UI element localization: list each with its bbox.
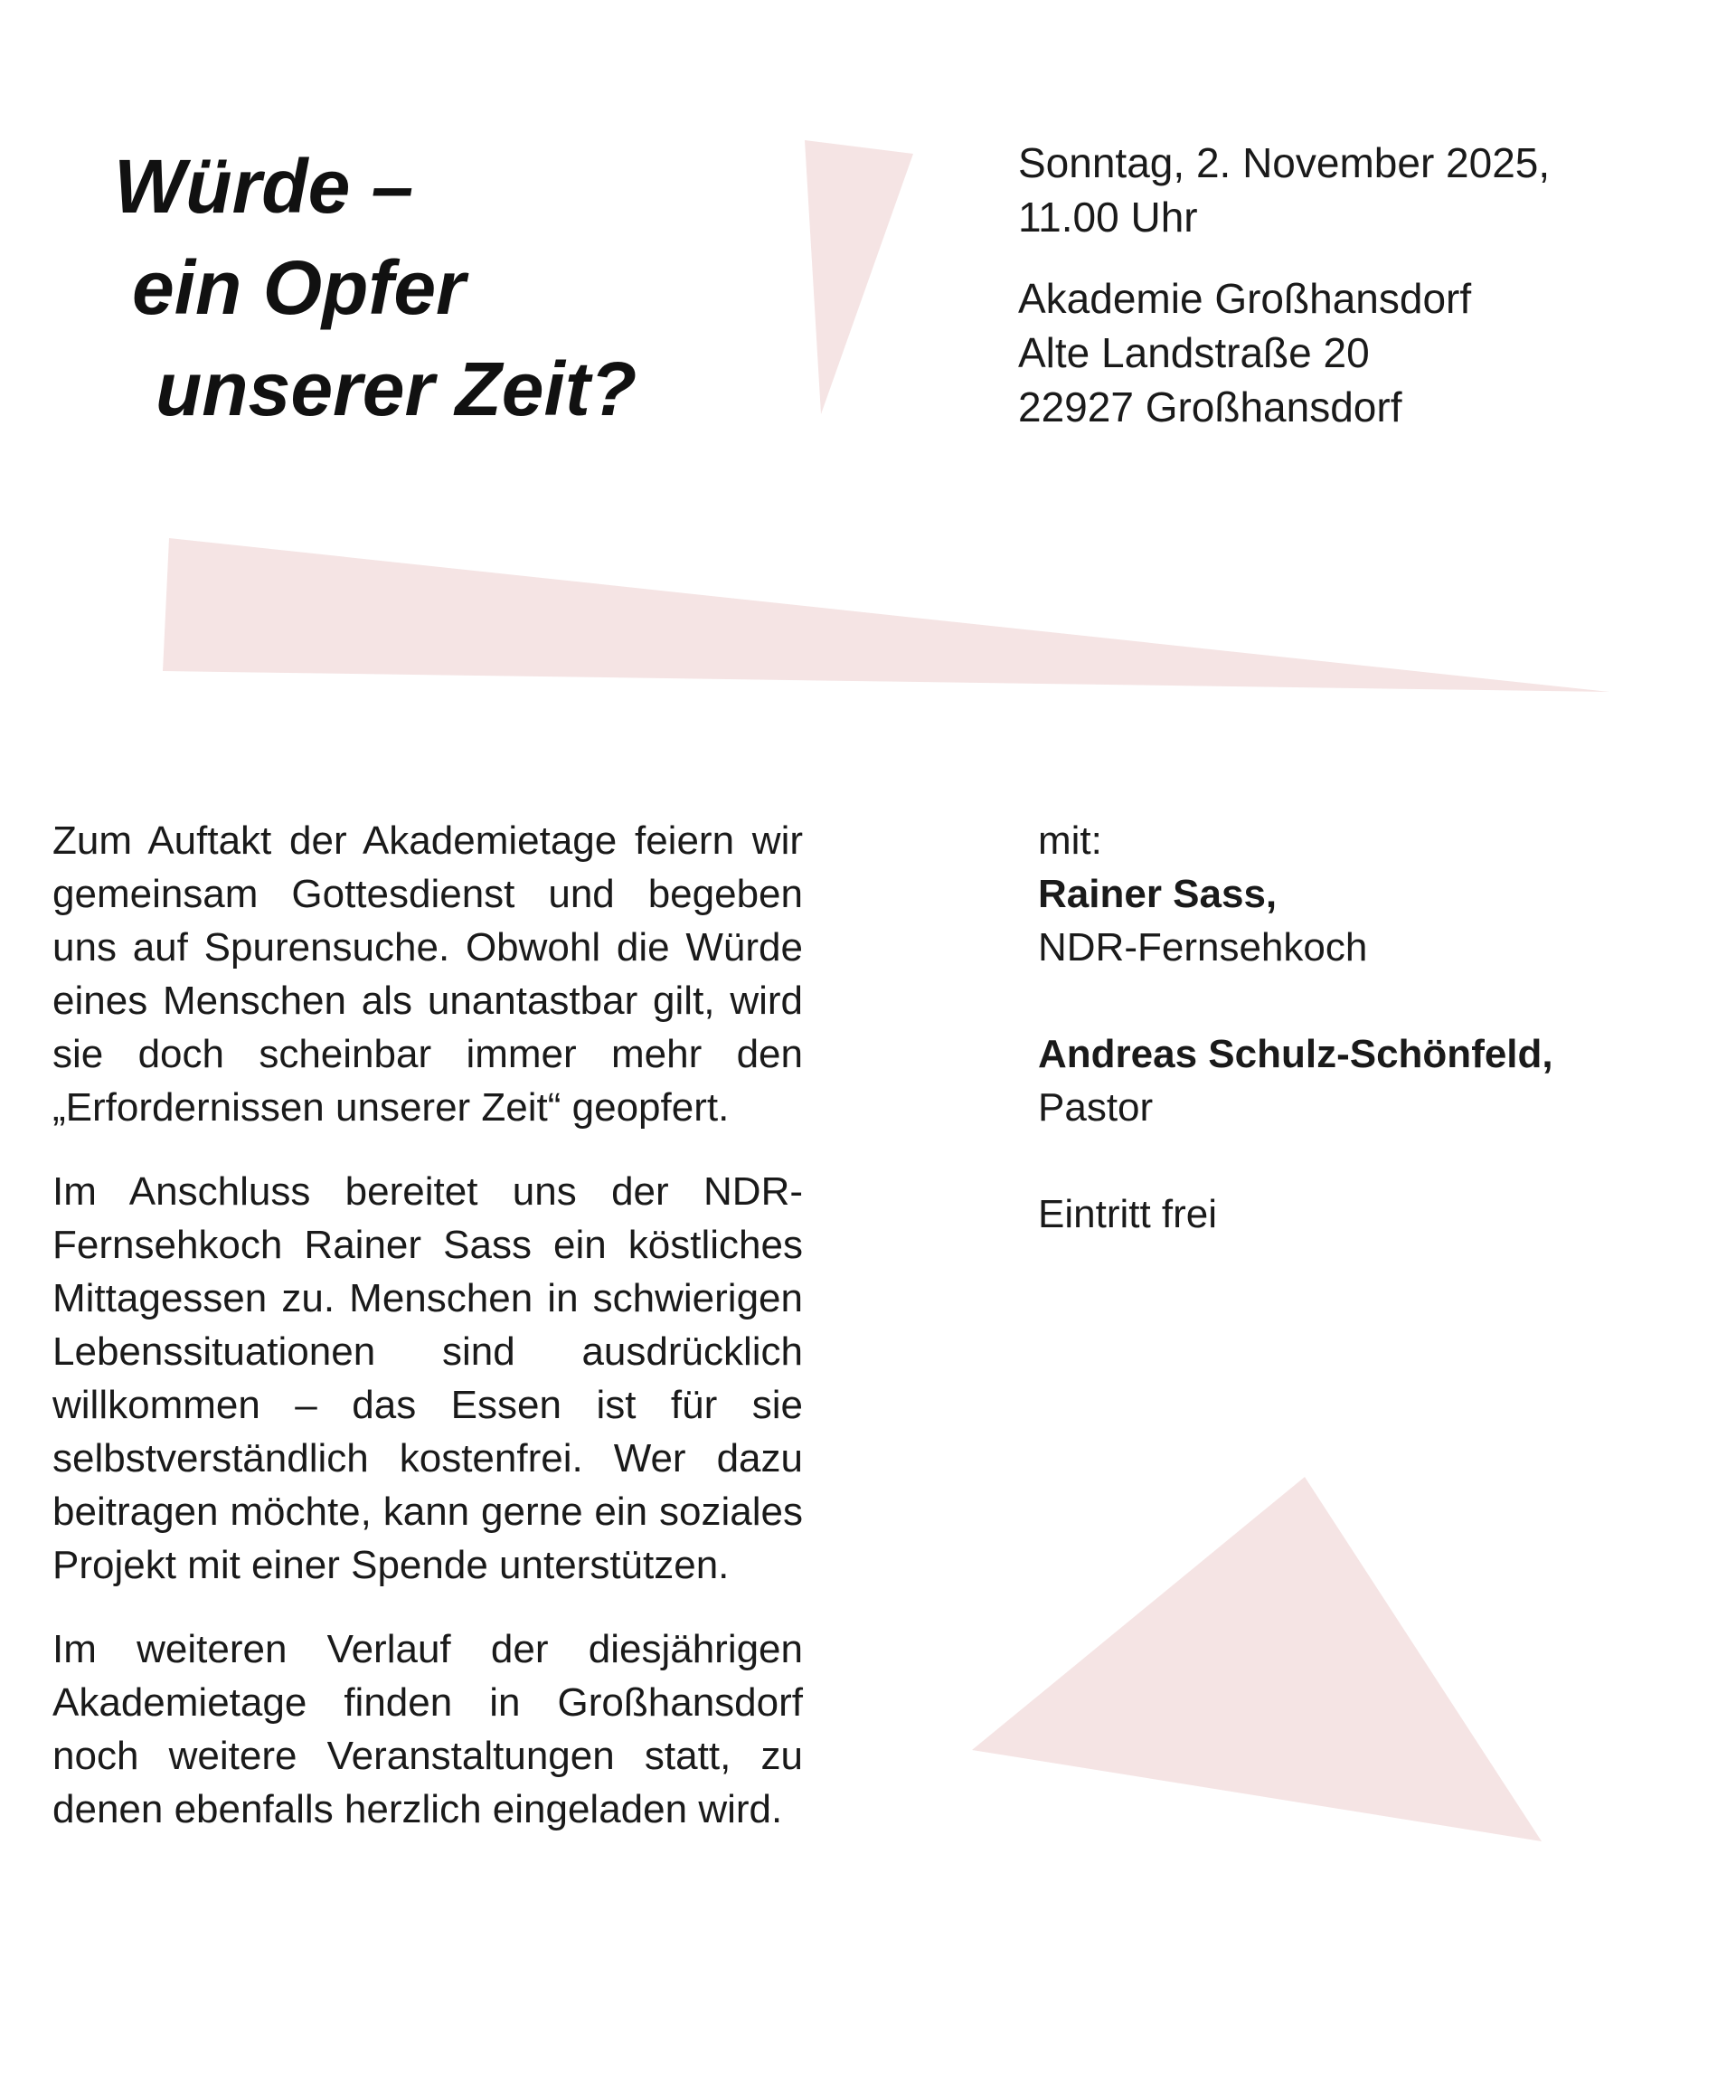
event-venue: Akademie Großhansdorf: [1018, 275, 1472, 322]
event-street: Alte Landstraße 20: [1018, 329, 1370, 376]
body-text: [52, 814, 803, 1867]
speakers-info: [1038, 814, 1553, 1241]
event-time: 11.00 Uhr: [1018, 194, 1198, 241]
speaker-1-role: NDR-Fernsehkoch: [1038, 925, 1368, 970]
title-line-2: ein Opfer: [132, 245, 466, 330]
title-line-3: unserer Zeit?: [156, 346, 637, 431]
admission-note: Eintritt frei: [1038, 1192, 1218, 1236]
body-paragraph-3: Im weiteren Verlauf der diesjährigen Akademietage finden in Großhansdorf noch weitere Veranstaltungen statt, zu denen ebenfalls herzlich eingeladen wird.: [52, 1627, 803, 1831]
event-city: 22927 Großhansdorf: [1018, 383, 1402, 430]
event-date: Sonntag, 2. November 2025,: [1018, 139, 1551, 186]
page-title: [114, 136, 637, 440]
triangle-top: [805, 140, 913, 414]
speaker-1-name: Rainer Sass,: [1038, 872, 1278, 916]
wedge-middle: [163, 538, 1609, 692]
title-line-1: Würde –: [114, 144, 414, 229]
event-info: [1018, 136, 1550, 434]
triangle-bottom: [972, 1477, 1542, 1841]
speakers-intro: mit:: [1038, 818, 1102, 863]
body-paragraph-1: Zum Auftakt der Akademietage feiern wir gemeinsam Gottesdienst und begeben uns auf Spurensuche. Obwohl die Würde eines Menschen als unantastbar gilt, wird sie doch scheinbar immer mehr den „Erfordernissen unserer Zeit“ geopfert.: [52, 818, 803, 1130]
speaker-2-role: Pastor: [1038, 1085, 1154, 1130]
speaker-2-name: Andreas Schulz-Schönfeld,: [1038, 1032, 1553, 1076]
body-paragraph-2: Im Anschluss bereitet uns der NDR-Fernsehkoch Rainer Sass ein köstliches Mittagessen zu. Menschen in schwierigen Lebenssituationen sind ausdrücklich willkommen – das Essen ist für sie selbstverständlich kostenfrei. Wer dazu beitragen möchte, kann gerne ein soziales Projekt mit einer Spende unterstützen.: [52, 1169, 803, 1587]
